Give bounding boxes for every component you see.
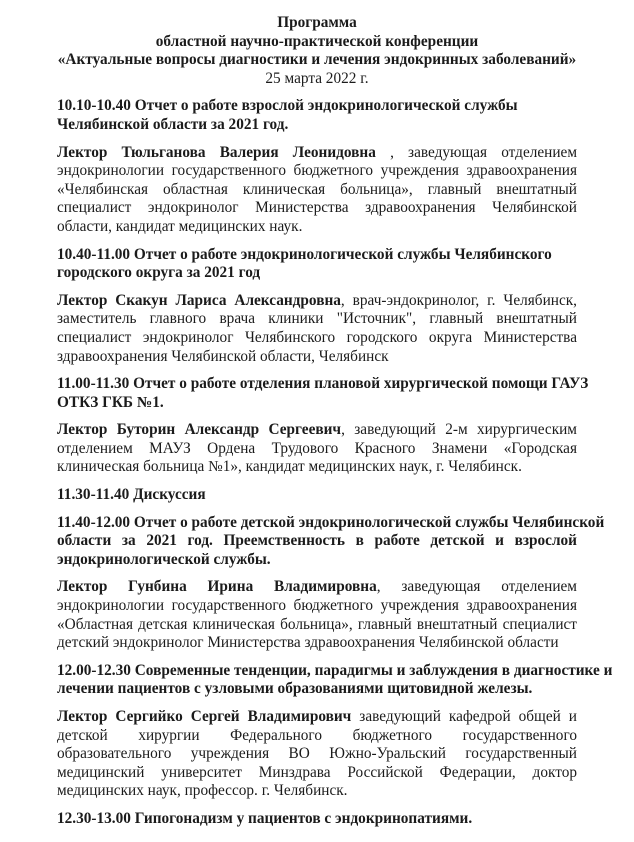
session-section-4 <box>57 486 577 505</box>
session-section-2 <box>57 246 577 367</box>
conference-date: 25 марта 2022 г. <box>265 69 369 87</box>
conference-subtitle: областной научно-практической конференции <box>155 32 479 50</box>
session-section-3 <box>57 375 589 477</box>
session-heading <box>57 486 577 505</box>
session-section-5 <box>57 513 605 653</box>
session-heading-line: городского округа за 2021 год <box>57 264 261 282</box>
session-heading <box>57 661 613 699</box>
session-heading-line: Челябинской области за 2021 год. <box>57 115 289 133</box>
session-heading <box>57 375 589 412</box>
lecturer-paragraph <box>57 144 577 237</box>
lecturer-description: , заведующая отделением эндокринологии государственного бюджетного учреждения здравоохранения «Областная детская клиническая больница», главный внештатный специалист детский эндокринолог Министерства здравоохранения Челябинской области <box>57 578 577 652</box>
session-heading-line: ОТКЗ ГКБ №1. <box>57 393 164 411</box>
session-heading-line: 12.00-12.30 Современные тенденции, парадигмы и заблуждения в диагностике и <box>57 661 613 679</box>
lecturer-description: , врач-эндокринолог, г. Челябинск, заместитель главного врача клиники "Источник", главный внештатный специалист эндокринолог Челябинского городского округа Министерства здравоохранения Челябинской области, Челябинск <box>57 291 577 365</box>
session-heading-line: 11.40-12.00 Отчет о работе детской эндокринологической службы Челябинской <box>57 513 605 531</box>
lecturer-name: Лектор Буторин Александр Сергеевич <box>57 421 342 439</box>
lecturer-name: Лектор Гунбина Ирина Владимировна <box>57 578 377 596</box>
lecturer-paragraph <box>57 292 577 366</box>
lecturer-name: Лектор Тюльганова Валерия Леонидовна <box>57 143 376 161</box>
session-heading-line: 12.30-13.00 Гипогонадизм у пациентов с эндокринопатиями. <box>57 809 473 827</box>
session-section-6 <box>57 661 613 801</box>
session-heading-line: области за 2021 год. Преемственность в работе детской и взрослой <box>57 532 577 550</box>
session-section-7 <box>57 810 577 829</box>
conference-topic: «Актуальные вопросы диагностики и лечения эндокринных заболеваний» <box>57 51 577 69</box>
lecturer-name: Лектор Скакун Лариса Александровна <box>57 291 341 309</box>
lecturer-description: , заведующий 2-м хирургическим отделением МАУЗ Ордена Трудового Красного Знамени «Городская клиническая больница №1», кандидат медицинских наук, г. Челябинск. <box>57 421 577 476</box>
lecturer-name: Лектор Сергийко Сергей Владимирович <box>57 708 352 725</box>
session-heading-line: лечении пациентов с узловыми образованиями щитовидной железы. <box>57 680 533 698</box>
lecturer-paragraph <box>57 708 577 801</box>
session-heading-line: 10.40-11.00 Отчет о работе эндокринологической службы Челябинского <box>57 245 552 263</box>
lecturer-paragraph <box>57 578 577 652</box>
lecturer-description: , заведующая отделением эндокринологии государственного бюджетного учреждения здравоохранения «Челябинская областная клиническая больница», главный внештатный специалист эндокринолог Министерства здравоохранения Челябинской области, кандидат медицинских наук. <box>57 143 577 235</box>
session-heading-line: эндокринологической службы. <box>57 550 271 568</box>
session-section-1 <box>57 97 577 236</box>
program-header <box>57 14 577 88</box>
session-heading <box>57 810 577 829</box>
session-heading-line: 11.30-11.40 Дискуссия <box>57 486 206 504</box>
session-heading <box>57 513 605 570</box>
lecturer-paragraph <box>57 421 577 477</box>
lecturer-description: заведующий кафедрой общей и детской хирургии Федерального бюджетного государственного образовательного учреждения ВО Южно-Уральский государственный медицинский университет Минздрава Российской Федерации, доктор медицинских наук, профессор. г. Челябинск. <box>57 708 577 800</box>
session-heading <box>57 246 577 283</box>
session-heading <box>57 97 577 134</box>
session-heading-line: 10.10-10.40 Отчет о работе взрослой эндокринологической службы <box>57 97 518 115</box>
program-title: Программа <box>277 14 357 31</box>
session-heading-line: 11.00-11.30 Отчет о работе отделения плановой хирургической помощи ГАУЗ <box>57 375 589 393</box>
